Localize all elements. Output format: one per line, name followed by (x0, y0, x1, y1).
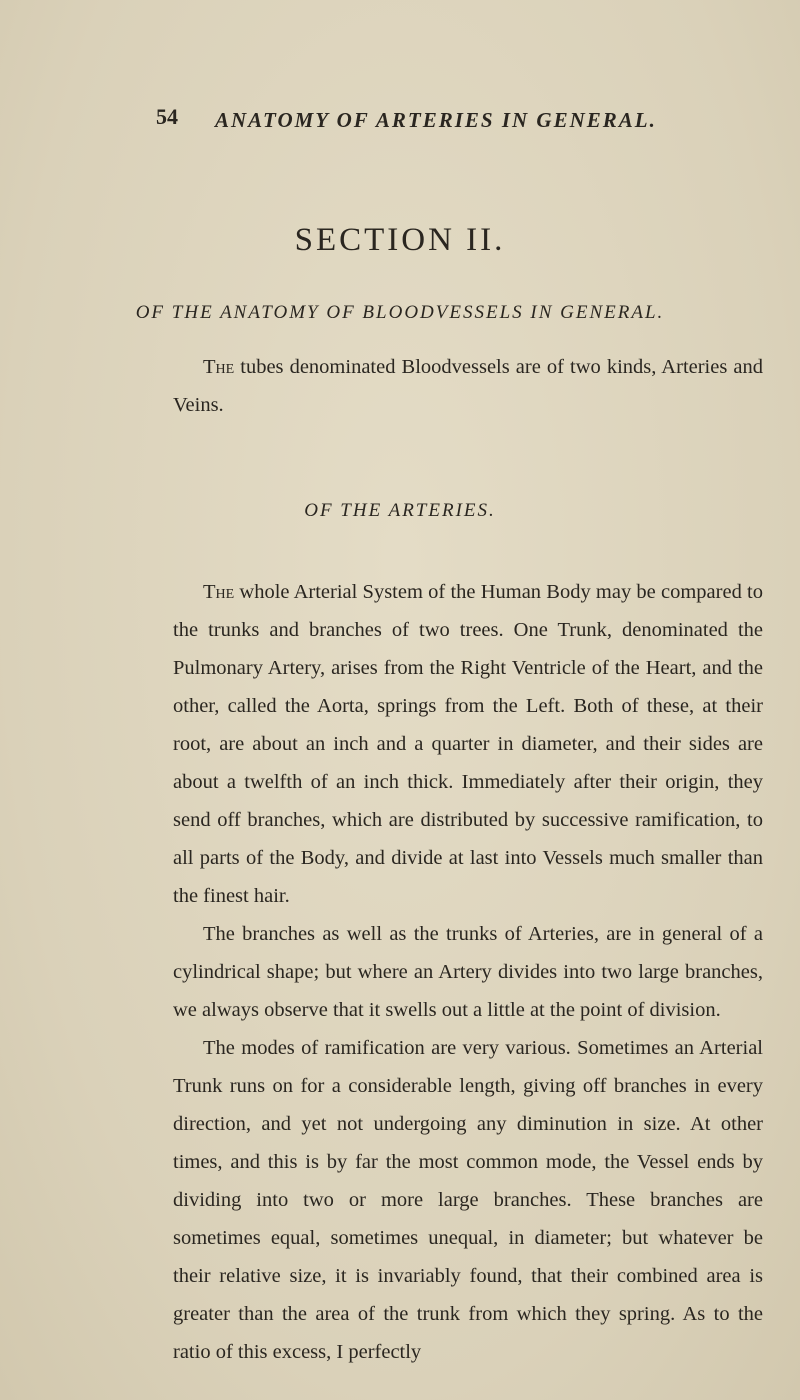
paragraph-lead: The (203, 581, 235, 603)
section-subtitle: OF THE ANATOMY OF BLOODVESSELS IN GENERAL. (135, 302, 665, 323)
page-number: 54 (156, 104, 178, 129)
paragraph-ramification: The modes of ramification are very various. Sometimes an Arterial Trunk runs on for a considerable length, giving off branches in every direction, and yet not undergoing any diminution in size. At other times, and this is by far the most common mode, the Vessel ends by dividing into two or more large branches. These branches are sometimes equal, sometimes unequal, in diameter; but whatever be their relative size, it is invariably found, that their combined area is greater than the area of the trunk from which they spring. As to the ratio of this excess, I perfectly (173, 1037, 763, 1363)
paragraph-branches: The branches as well as the trunks of Arteries, are in general of a cylindrical shape; but where an Artery divides into two large branches, we always observe that it swells out a little at the point of division. (173, 923, 763, 1021)
arteries-heading: OF THE ARTERIES. (304, 500, 496, 521)
intro-text: tubes denominated Bloodvessels are of two kinds, Arteries and Veins. (173, 356, 763, 416)
paragraph-text: whole Arterial System of the Human Body may be compared to the trunks and branches of two trees. One Trunk, denominated the Pulmonary Artery, arises from the Right Ventricle of the Heart, and the other, called the Aorta, springs from the Left. Both of these, at their root, are about an inch and a quarter in diameter, and their sides are about a twelfth of an inch thick. Immediately after their origin, they send off branches, which are distributed by successive ramification, to all parts of the Body, and divide at last into Vessels much smaller than the finest hair. (173, 581, 763, 907)
paragraph-arterial-system (173, 573, 763, 915)
intro-paragraph (173, 348, 763, 424)
intro-lead: The (203, 356, 235, 378)
running-title: ANATOMY OF ARTERIES IN GENERAL. (215, 108, 657, 132)
section-title: SECTION II. (294, 222, 506, 258)
